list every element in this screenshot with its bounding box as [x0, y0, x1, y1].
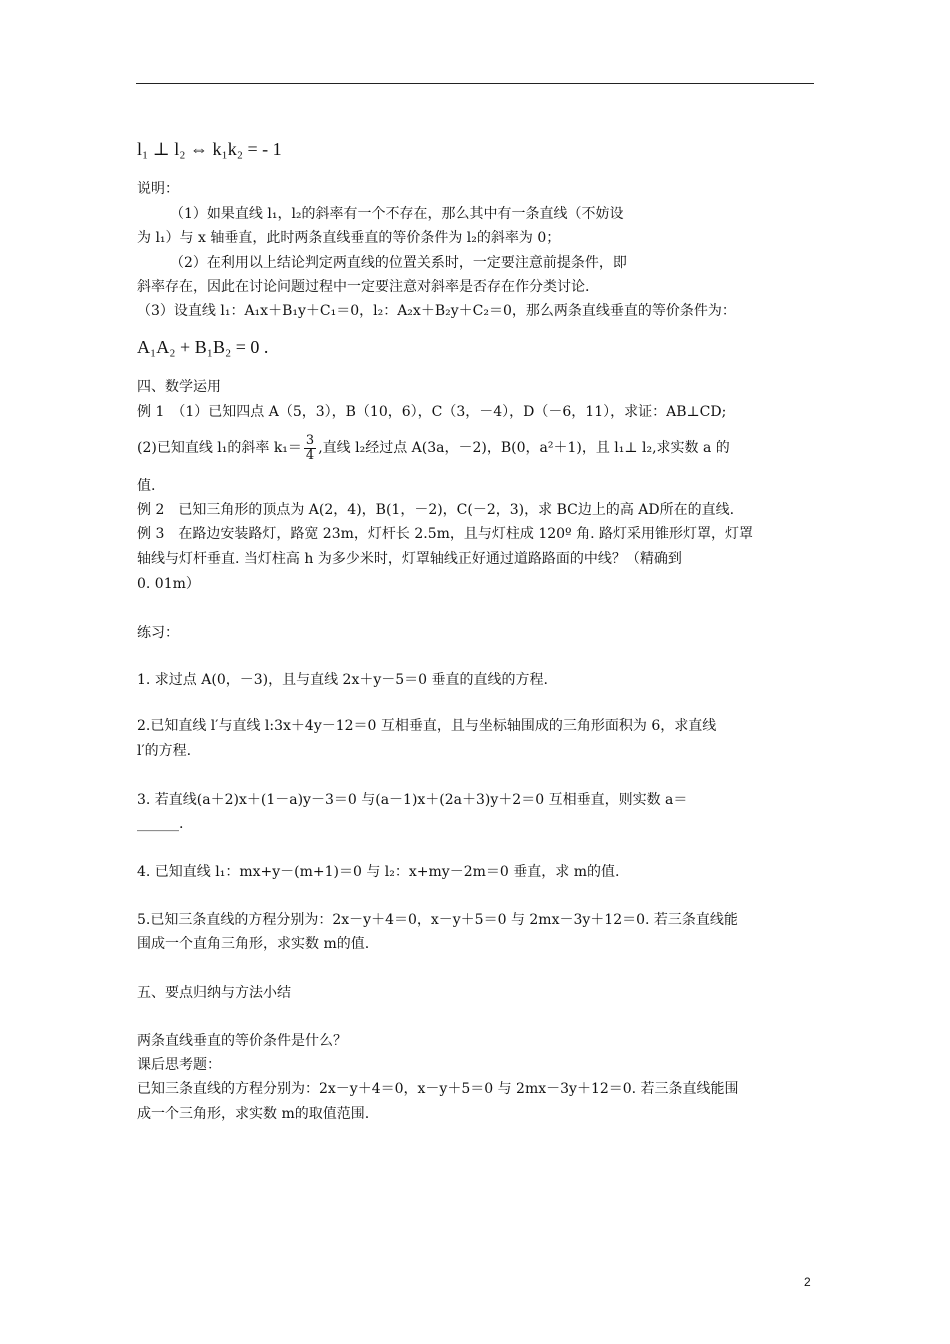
homework-heading: 课后思考题：	[137, 1057, 221, 1073]
practice-2-line-1: 2.已知直线 l′与直线 l:3x＋4y－12＝0 互相垂直，且与坐标轴围成的三角形面积为 6，求直线	[137, 718, 717, 734]
example-1-part-2-end: 值.	[137, 478, 156, 494]
note-1-line-1: （1）如果直线 l₁，l₂的斜率有一个不存在，那么其中有一条直线（不妨设	[170, 206, 624, 222]
homework-line-1: 已知三条直线的方程分别为：2x－y＋4＝0，x－y＋5＝0 与 2mx－3y＋12＝0. 若三条直线能围	[137, 1081, 739, 1097]
example-3-line-2: 轴线与灯杆垂直. 当灯柱高 h 为多少米时，灯罩轴线正好通过道路路面的中线？（精确到	[137, 551, 682, 567]
fraction-denominator: 4	[305, 447, 315, 463]
practice-3-answer-blank: ______.	[137, 816, 184, 832]
slope-fraction	[304, 434, 316, 463]
section-4-heading: 四、数学运用	[137, 379, 221, 395]
example-1-part-1: 例 1 （1）已知四点 A（5，3），B（10，6），C（3，－4），D（－6，11），求证：AB⊥CD;	[137, 404, 727, 420]
summary-question: 两条直线垂直的等价条件是什么？	[137, 1033, 347, 1049]
example-1-part-2	[137, 428, 730, 468]
note-title: 说明：	[137, 181, 179, 197]
note-2-line-2: 斜率存在，因此在讨论问题过程中一定要注意对斜率是否存在作分类讨论.	[137, 279, 590, 295]
fraction-numerator: 3	[305, 432, 315, 448]
practice-2-line-2: l′的方程.	[137, 743, 192, 759]
note-1-line-2: 为 l₁）与 x 轴垂直，此时两条直线垂直的等价条件为 l₂的斜率为 0；	[137, 230, 561, 246]
section-5-heading: 五、要点归纳与方法小结	[137, 985, 291, 1001]
example-2: 例 2 已知三角形的顶点为 A(2，4)，B(1，－2)，C(－2，3)，求 BC边上的高 AD所在的直线.	[137, 502, 735, 518]
practice-3-line-1: 3. 若直线(a＋2)x＋(1－a)y－3＝0 与(a－1)x＋(2a＋3)y＋2＝0 互相垂直，则实数 a＝	[137, 792, 688, 808]
page-number: 2	[804, 1275, 811, 1289]
note-2-line-1: （2）在利用以上结论判定两直线的位置关系时，一定要注意前提条件，即	[170, 255, 627, 271]
example-3-line-1: 例 3 在路边安装路灯，路宽 23m，灯杆长 2.5m，且与灯柱成 120º 角. 路灯采用锥形灯罩，灯罩	[137, 526, 753, 542]
header-rule	[136, 83, 814, 84]
perpendicular-condition-formula: l₁ ⊥ l₂ ⇔ k₁k₂ = - 1	[137, 139, 282, 159]
homework-line-2: 成一个三角形，求实数 m的取值范围.	[137, 1106, 370, 1122]
practice-heading: 练习：	[137, 625, 179, 641]
general-form-condition-formula: A₁A₂ + B₁B₂ = 0 .	[137, 337, 269, 357]
example-1-part-2-suffix: ,直线 l₂经过点 A(3a，－2)，B(0，a²＋1)，且 l₁⊥ l₂,求实数 a 的	[318, 440, 730, 456]
example-3-line-3: 0. 01m）	[137, 576, 200, 592]
practice-5-line-1: 5.已知三条直线的方程分别为：2x－y＋4＝0，x－y＋5＝0 与 2mx－3y＋12＝0. 若三条直线能	[137, 912, 738, 928]
note-3: （3）设直线 l₁：A₁x＋B₁y＋C₁＝0，l₂：A₂x＋B₂y＋C₂＝0，那么两条直线垂直的等价条件为：	[137, 303, 736, 319]
practice-5-line-2: 围成一个直角三角形，求实数 m的值.	[137, 936, 370, 952]
example-1-part-2-prefix: (2)已知直线 l₁的斜率 k₁＝	[137, 440, 302, 456]
practice-4: 4. 已知直线 l₁：mx+y－(m+1)＝0 与 l₂：x+my－2m＝0 垂直，求 m的值.	[137, 864, 620, 880]
practice-1: 1. 求过点 A(0，－3)，且与直线 2x＋y－5＝0 垂直的直线的方程.	[137, 672, 548, 688]
